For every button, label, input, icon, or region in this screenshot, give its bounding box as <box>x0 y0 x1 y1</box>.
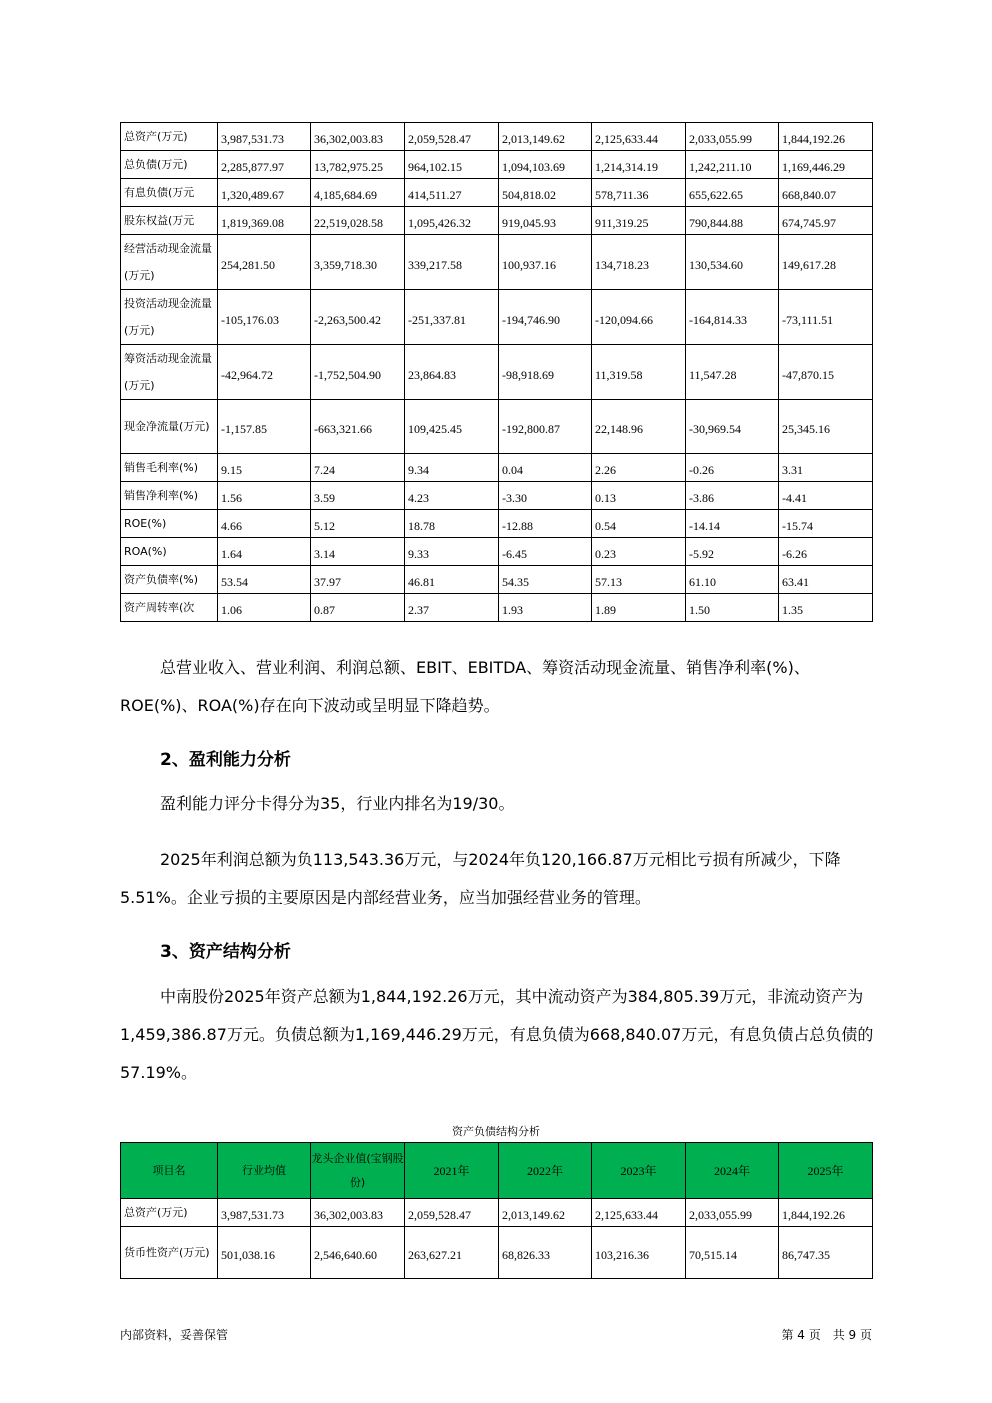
footer-page-number: 第 4 页 共 9 页 <box>781 1328 872 1342</box>
value-cell: -663,321.66 <box>311 400 405 454</box>
value-cell: 1,094,103.69 <box>499 151 592 179</box>
value-cell: 911,319.25 <box>592 207 686 235</box>
value-cell: 23,864.83 <box>405 345 499 400</box>
value-cell: 4.23 <box>405 482 499 510</box>
row-label: 筹资活动现金流量(万元) <box>121 345 218 400</box>
table-row <box>121 1199 873 1227</box>
row-label: 有息负债(万元 <box>121 179 218 207</box>
value-cell: -73,111.51 <box>779 290 873 345</box>
profitability-score-paragraph: 盈利能力评分卡得分为35，行业内排名为19/30。 <box>160 794 515 813</box>
value-cell: 5.12 <box>311 510 405 538</box>
value-cell: 9.34 <box>405 454 499 482</box>
value-cell: 263,627.21 <box>405 1227 499 1279</box>
value-cell: 36,302,003.83 <box>311 1199 405 1227</box>
value-cell: 668,840.07 <box>779 179 873 207</box>
table-row <box>121 179 873 207</box>
value-cell: -12.88 <box>499 510 592 538</box>
value-cell: 130,534.60 <box>686 235 779 290</box>
value-cell: 37.97 <box>311 566 405 594</box>
table-row <box>121 594 873 622</box>
value-cell: 2,013,149.62 <box>499 1199 592 1227</box>
header-cell: 2021年 <box>405 1143 499 1199</box>
value-cell: 0.04 <box>499 454 592 482</box>
row-label: 股东权益(万元 <box>121 207 218 235</box>
value-cell: 149,617.28 <box>779 235 873 290</box>
table-row <box>121 290 873 345</box>
row-label: 销售毛利率(%) <box>121 454 218 482</box>
value-cell: 1.06 <box>218 594 311 622</box>
value-cell: 2.26 <box>592 454 686 482</box>
row-label: 资产周转率(次 <box>121 594 218 622</box>
section-heading-profitability: 2、盈利能力分析 <box>160 750 291 770</box>
value-cell: -6.45 <box>499 538 592 566</box>
value-cell: 3.31 <box>779 454 873 482</box>
value-cell: 9.33 <box>405 538 499 566</box>
row-label: 总资产(万元) <box>121 1199 218 1227</box>
value-cell: -120,094.66 <box>592 290 686 345</box>
table-row <box>121 345 873 400</box>
value-cell: 2,033,055.99 <box>686 1199 779 1227</box>
value-cell: 1,169,446.29 <box>779 151 873 179</box>
value-cell: 54.35 <box>499 566 592 594</box>
value-cell: 1,242,211.10 <box>686 151 779 179</box>
value-cell: 3.59 <box>311 482 405 510</box>
value-cell: -98,918.69 <box>499 345 592 400</box>
row-label: 现金净流量(万元) <box>121 400 218 454</box>
table-header-row <box>121 1143 873 1199</box>
value-cell: 70,515.14 <box>686 1227 779 1279</box>
value-cell: 9.15 <box>218 454 311 482</box>
value-cell: 2,285,877.97 <box>218 151 311 179</box>
value-cell: 22,148.96 <box>592 400 686 454</box>
value-cell: 18.78 <box>405 510 499 538</box>
value-cell: 7.24 <box>311 454 405 482</box>
value-cell: 134,718.23 <box>592 235 686 290</box>
value-cell: 578,711.36 <box>592 179 686 207</box>
value-cell: -47,870.15 <box>779 345 873 400</box>
value-cell: 3,987,531.73 <box>218 123 311 151</box>
financial-indicators-body <box>121 123 873 622</box>
value-cell: -1,752,504.90 <box>311 345 405 400</box>
table-row <box>121 482 873 510</box>
value-cell: 103,216.36 <box>592 1227 686 1279</box>
asset-liability-body <box>121 1199 873 1279</box>
value-cell: 2.37 <box>405 594 499 622</box>
header-cell: 2025年 <box>779 1143 873 1199</box>
value-cell: 2,125,633.44 <box>592 123 686 151</box>
value-cell: 61.10 <box>686 566 779 594</box>
value-cell: 1.56 <box>218 482 311 510</box>
value-cell: 1,214,314.19 <box>592 151 686 179</box>
value-cell: 1,819,369.08 <box>218 207 311 235</box>
value-cell: 0.23 <box>592 538 686 566</box>
value-cell: 22,519,028.58 <box>311 207 405 235</box>
value-cell: -5.92 <box>686 538 779 566</box>
header-cell: 2022年 <box>499 1143 592 1199</box>
header-cell: 龙头企业值(宝钢股份) <box>311 1143 405 1199</box>
value-cell: 57.13 <box>592 566 686 594</box>
value-cell: 100,937.16 <box>499 235 592 290</box>
value-cell: 2,125,633.44 <box>592 1199 686 1227</box>
value-cell: -4.41 <box>779 482 873 510</box>
value-cell: 674,745.97 <box>779 207 873 235</box>
value-cell: 2,033,055.99 <box>686 123 779 151</box>
value-cell: -3.30 <box>499 482 592 510</box>
table-row <box>121 235 873 290</box>
value-cell: 1,095,426.32 <box>405 207 499 235</box>
value-cell: 1.93 <box>499 594 592 622</box>
value-cell: 1,844,192.26 <box>779 1199 873 1227</box>
section-heading-asset-structure: 3、资产结构分析 <box>160 942 291 962</box>
row-label: 资产负债率(%) <box>121 566 218 594</box>
value-cell: -251,337.81 <box>405 290 499 345</box>
value-cell: 0.54 <box>592 510 686 538</box>
table-row <box>121 1227 873 1279</box>
table-row <box>121 566 873 594</box>
value-cell: 0.87 <box>311 594 405 622</box>
value-cell: -14.14 <box>686 510 779 538</box>
value-cell: 109,425.45 <box>405 400 499 454</box>
row-label: 货币性资产(万元) <box>121 1227 218 1279</box>
value-cell: 2,546,640.60 <box>311 1227 405 1279</box>
value-cell: 86,747.35 <box>779 1227 873 1279</box>
row-label: 经营活动现金流量(万元) <box>121 235 218 290</box>
table-row <box>121 207 873 235</box>
footer-confidential-note: 内部资料，妥善保管 <box>120 1328 229 1342</box>
value-cell: 1.50 <box>686 594 779 622</box>
value-cell: 2,013,149.62 <box>499 123 592 151</box>
value-cell: 254,281.50 <box>218 235 311 290</box>
value-cell: -164,814.33 <box>686 290 779 345</box>
value-cell: -194,746.90 <box>499 290 592 345</box>
table-row <box>121 400 873 454</box>
value-cell: 11,319.58 <box>592 345 686 400</box>
value-cell: -192,800.87 <box>499 400 592 454</box>
value-cell: 11,547.28 <box>686 345 779 400</box>
value-cell: 1.89 <box>592 594 686 622</box>
value-cell: 1.64 <box>218 538 311 566</box>
value-cell: -30,969.54 <box>686 400 779 454</box>
asset-structure-paragraph: 中南股份2025年资产总额为1,844,192.26万元，其中流动资产为384,805.39万元，非流动资产为1,459,386.87万元。负债总额为1,169,446.29万元，有息负债为668,840.07万元，有息负债占总负债的57.19%。 <box>120 987 874 1082</box>
value-cell: 504,818.02 <box>499 179 592 207</box>
value-cell: 13,782,975.25 <box>311 151 405 179</box>
value-cell: -42,964.72 <box>218 345 311 400</box>
value-cell: -2,263,500.42 <box>311 290 405 345</box>
value-cell: -3.86 <box>686 482 779 510</box>
value-cell: 25,345.16 <box>779 400 873 454</box>
value-cell: 790,844.88 <box>686 207 779 235</box>
value-cell: 1,320,489.67 <box>218 179 311 207</box>
value-cell: 964,102.15 <box>405 151 499 179</box>
value-cell: 3,359,718.30 <box>311 235 405 290</box>
table-row <box>121 123 873 151</box>
row-label: 总负债(万元) <box>121 151 218 179</box>
value-cell: 655,622.65 <box>686 179 779 207</box>
value-cell: 68,826.33 <box>499 1227 592 1279</box>
value-cell: -105,176.03 <box>218 290 311 345</box>
asset-liability-structure-table <box>120 1142 873 1279</box>
value-cell: 4,185,684.69 <box>311 179 405 207</box>
value-cell: -15.74 <box>779 510 873 538</box>
value-cell: -6.26 <box>779 538 873 566</box>
value-cell: 1,844,192.26 <box>779 123 873 151</box>
value-cell: 53.54 <box>218 566 311 594</box>
table-caption: 资产负债结构分析 <box>452 1125 540 1138</box>
value-cell: 3,987,531.73 <box>218 1199 311 1227</box>
table-row <box>121 538 873 566</box>
value-cell: -1,157.85 <box>218 400 311 454</box>
header-cell: 2024年 <box>686 1143 779 1199</box>
value-cell: 3.14 <box>311 538 405 566</box>
header-cell: 2023年 <box>592 1143 686 1199</box>
value-cell: 36,302,003.83 <box>311 123 405 151</box>
value-cell: 919,045.93 <box>499 207 592 235</box>
header-cell: 行业均值 <box>218 1143 311 1199</box>
value-cell: 2,059,528.47 <box>405 1199 499 1227</box>
table-row <box>121 454 873 482</box>
value-cell: -0.26 <box>686 454 779 482</box>
value-cell: 2,059,528.47 <box>405 123 499 151</box>
financial-indicators-table <box>120 122 873 622</box>
table-row <box>121 151 873 179</box>
value-cell: 339,217.58 <box>405 235 499 290</box>
trend-summary-paragraph: 总营业收入、营业利润、利润总额、EBIT、EBITDA、筹资活动现金流量、销售净利率(%)、ROE(%)、ROA(%)存在向下波动或呈明显下降趋势。 <box>120 658 810 715</box>
header-cell: 项目名 <box>121 1143 218 1199</box>
value-cell: 0.13 <box>592 482 686 510</box>
row-label: 投资活动现金流量(万元) <box>121 290 218 345</box>
row-label: 销售净利率(%) <box>121 482 218 510</box>
value-cell: 501,038.16 <box>218 1227 311 1279</box>
value-cell: 414,511.27 <box>405 179 499 207</box>
value-cell: 46.81 <box>405 566 499 594</box>
row-label: ROE(%) <box>121 510 218 538</box>
profit-analysis-paragraph: 2025年利润总额为负113,543.36万元，与2024年负120,166.87万元相比亏损有所减少，下降5.51%。企业亏损的主要原因是内部经营业务，应当加强经营业务的管理。 <box>120 850 841 907</box>
table-row <box>121 510 873 538</box>
value-cell: 63.41 <box>779 566 873 594</box>
value-cell: 4.66 <box>218 510 311 538</box>
row-label: 总资产(万元) <box>121 123 218 151</box>
value-cell: 1.35 <box>779 594 873 622</box>
row-label: ROA(%) <box>121 538 218 566</box>
